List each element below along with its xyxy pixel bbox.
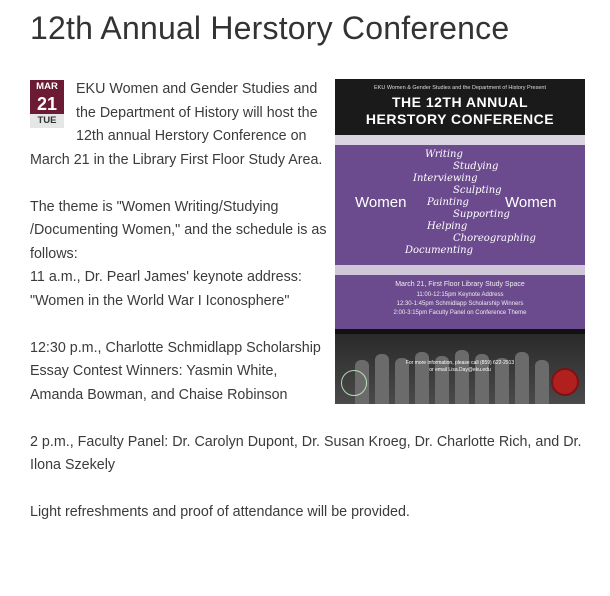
date-badge-month: MAR [30,80,64,94]
poster-torn-edge-bottom [335,265,585,275]
poster-presenters: EKU Women & Gender Studies and the Department of History Present [373,85,546,91]
theme-paragraph: The theme is "Women Writing/Studying /Documenting Women," and the schedule is as follows: [30,198,327,262]
date-badge-weekday: TUE [30,114,64,128]
panel-paragraph: 2 p.m., Faculty Panel: Dr. Carolyn Dupont, Dr. Susan Kroeg, Dr. Charlotte Rich, and Dr. Ilona Szekely [30,433,582,473]
poster-info-date: March 21, First Floor Library Study Space [395,281,525,288]
poster-verb: Supporting [453,209,510,220]
poster-verb: Helping [427,221,468,232]
poster-women-right: Women [505,194,557,211]
poster-verb: Painting [427,197,469,208]
poster-tree-logo-icon [341,370,367,396]
date-badge-day: 21 [30,94,64,114]
scholarship-paragraph: 12:30 p.m., Charlotte Schmidlapp Scholarship Essay Contest Winners: Yasmin White, Amanda Bowman, and Chaise Robinson [30,339,321,403]
poster-heading-line2: HERSTORY CONFERENCE [365,111,555,127]
date-badge [30,80,64,128]
poster-info-keynote: 11:00-12:15pm Keynote Address [416,292,504,298]
poster-info-scholarship: 12:30-1:45pm Schmidlapp Scholarship Winners [396,301,524,307]
poster-footer-line2: or email Lisa.Day@eku.edu [429,367,491,373]
page-title: 12th Annual Herstory Conference [30,10,510,46]
poster-women-left: Women [355,194,407,211]
poster-verb: Interviewing [413,173,478,184]
poster-heading-line1: THE 12TH ANNUAL [391,94,529,110]
poster-verb: Studying [453,161,499,172]
poster-info-panel: 2:00-3:15pm Faculty Panel on Conference Theme [393,310,527,316]
poster-verb: Choreographing [453,233,536,244]
closing-paragraph: Light refreshments and proof of attendance will be provided. [30,504,410,520]
intro-paragraph: EKU Women and Gender Studies and the Department of History will host the 12th annual Herstory Conference on March 21 in the Library First Floor Study Area. [30,81,323,168]
poster-verb: Sculpting [453,185,502,196]
poster-verb: Documenting [405,245,473,256]
keynote-paragraph: 11 a.m., Dr. Pearl James' keynote address: "Women in the World War I Iconosphere" [30,269,302,309]
poster-verb: Writing [425,149,463,160]
poster-footer-line1: For more information, please call (859) 622-2913 [405,360,515,366]
poster-torn-edge-top [335,135,585,145]
poster-ww1-photo [335,334,585,404]
conference-poster-image[interactable] [335,79,585,404]
